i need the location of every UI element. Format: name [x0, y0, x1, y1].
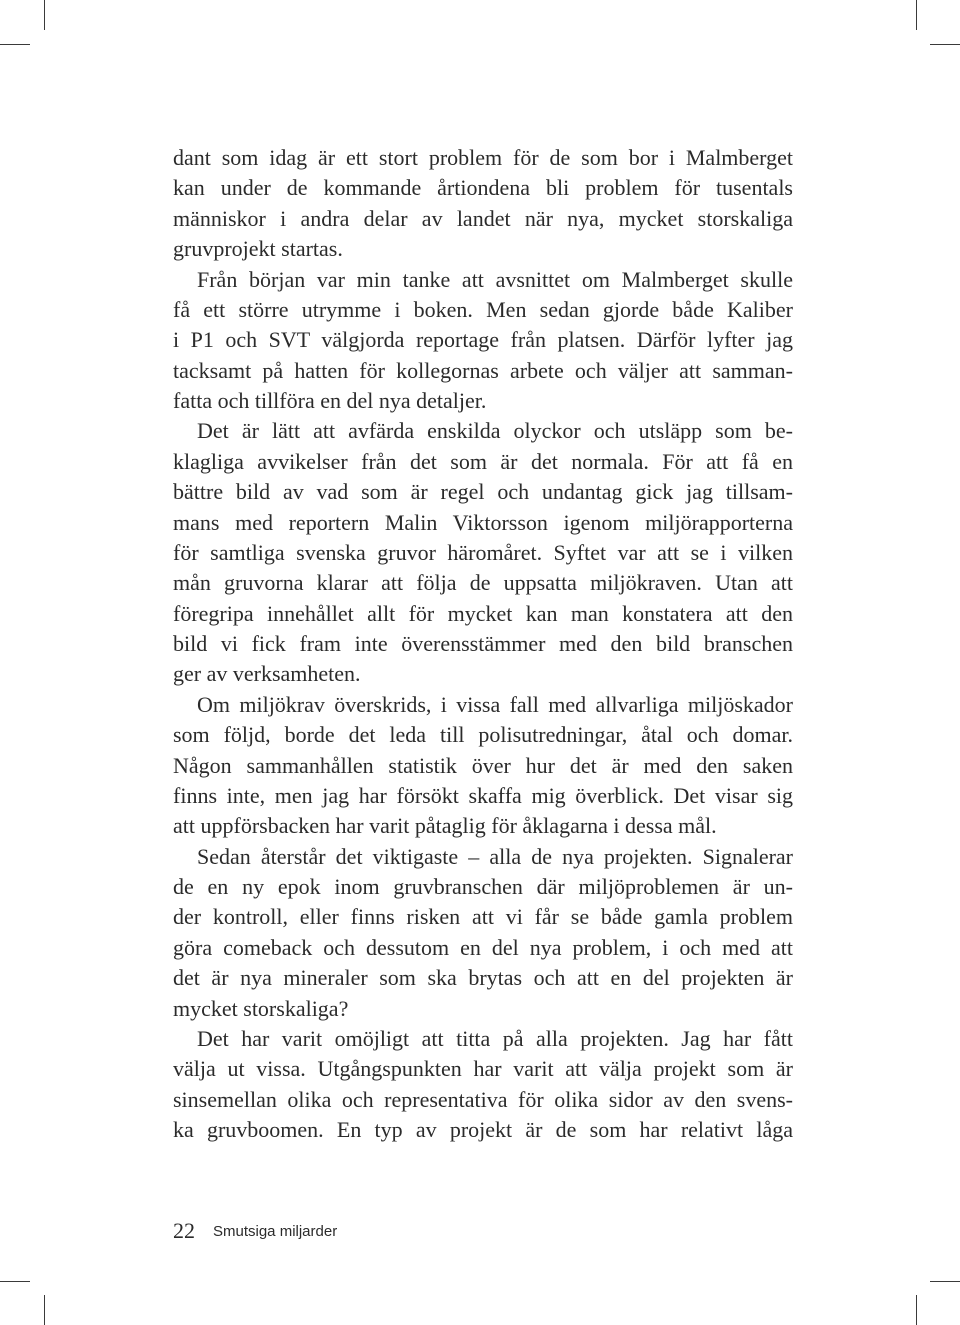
crop-mark-top-left-vertical: [44, 0, 45, 30]
text-line: föregripa innehållet allt för mycket kan man konstatera att den: [173, 600, 793, 626]
text-line: välja ut vissa. Utgångspunkten har varit att välja projekt som är: [173, 1056, 793, 1082]
text-line: ger av verksamheten.: [173, 661, 361, 687]
crop-mark-bottom-right-horizontal: [930, 1281, 960, 1282]
page-footer: [173, 1218, 338, 1244]
paragraph: [173, 1024, 793, 1146]
running-title: Smutsiga miljarder: [213, 1223, 338, 1240]
text-line: få ett större utrymme i boken. Men sedan gjorde både Kaliber: [173, 296, 793, 322]
text-line: göra comeback och dessutom en del nya problem, i och med att: [173, 934, 793, 960]
text-line: finns inte, men jag har försökt skaffa mig överblick. Det visar sig: [173, 782, 793, 808]
text-line: fatta och tillföra en del nya detaljer.: [173, 388, 487, 413]
text-line: för samtliga svenska gruvor häromåret. Syftet var att se i vilken: [173, 539, 793, 565]
page-number: 22: [173, 1218, 195, 1243]
crop-mark-bottom-left-vertical: [44, 1295, 45, 1325]
text-line: bättre bild av vad som är regel och undantag gick jag tillsam-: [173, 479, 793, 505]
text-line: kan under de kommande årtiondena bli problem för tusentals: [173, 175, 793, 201]
text-line: dant som idag är ett stort problem för de som bor i Malmberget: [173, 145, 793, 170]
text-line: Sedan återstår det viktigaste – alla de nya projekten. Signalerar: [197, 843, 793, 869]
text-line: i P1 och SVT välgjorda reportage från platsen. Därför lyfter jag: [173, 327, 793, 353]
paragraph: [173, 842, 793, 1024]
text-line: ka gruvboomen. En typ av projekt är de som har relativt låga: [173, 1117, 793, 1142]
text-line: der kontroll, eller finns risken att vi får se både gamla problem: [173, 904, 793, 930]
text-line: det är nya mineraler som ska brytas och att en del projekten är: [173, 965, 793, 991]
text-line: Det har varit omöjligt att titta på alla projekten. Jag har fått: [197, 1025, 793, 1051]
text-line: gruvprojekt startas.: [173, 236, 343, 262]
body-text: [173, 143, 793, 1145]
text-line: Någon sammanhållen statistik över hur det är med den saken: [173, 752, 793, 778]
text-line: klagliga avvikelser från det som är det normala. För att få en: [173, 448, 793, 474]
paragraph: [173, 265, 793, 417]
text-line: mån gruvorna klarar att följa de uppsatta miljökraven. Utan att: [173, 570, 793, 596]
crop-mark-top-left-horizontal: [0, 44, 30, 45]
text-line: mans med reportern Malin Viktorsson igenom miljörapporterna: [173, 509, 793, 535]
text-line: de en ny epok inom gruvbranschen där miljöproblemen är un-: [173, 874, 793, 899]
text-line: tacksamt på hatten för kollegornas arbete och väljer att samman-: [173, 357, 793, 383]
text-line: mycket storskaliga?: [173, 995, 349, 1021]
text-line: människor i andra delar av landet när nya, mycket storskaliga: [173, 205, 793, 231]
text-line: som följd, borde det leda till polisutredningar, åtal och domar.: [173, 722, 793, 748]
crop-mark-bottom-right-vertical: [916, 1295, 917, 1325]
crop-mark-top-right-horizontal: [930, 44, 960, 45]
crop-mark-top-right-vertical: [916, 0, 917, 30]
text-line: Från början var min tanke att avsnittet om Malmberget skulle: [197, 266, 793, 292]
text-line: att uppförsbacken har varit påtaglig för åklagarna i dessa mål.: [173, 813, 717, 839]
text-line: bild vi fick fram inte överensstämmer med den bild branschen: [173, 631, 793, 656]
paragraph: [173, 416, 793, 689]
text-line: Om miljökrav överskrids, i vissa fall med allvarliga miljöskador: [197, 691, 793, 717]
paragraph: [173, 690, 793, 842]
text-line: Det är lätt att avfärda enskilda olyckor och utsläpp som be-: [197, 418, 793, 444]
crop-mark-bottom-left-horizontal: [0, 1281, 30, 1282]
text-line: sinsemellan olika och representativa för olika sidor av den svens-: [173, 1086, 793, 1112]
paragraph: [173, 143, 793, 265]
